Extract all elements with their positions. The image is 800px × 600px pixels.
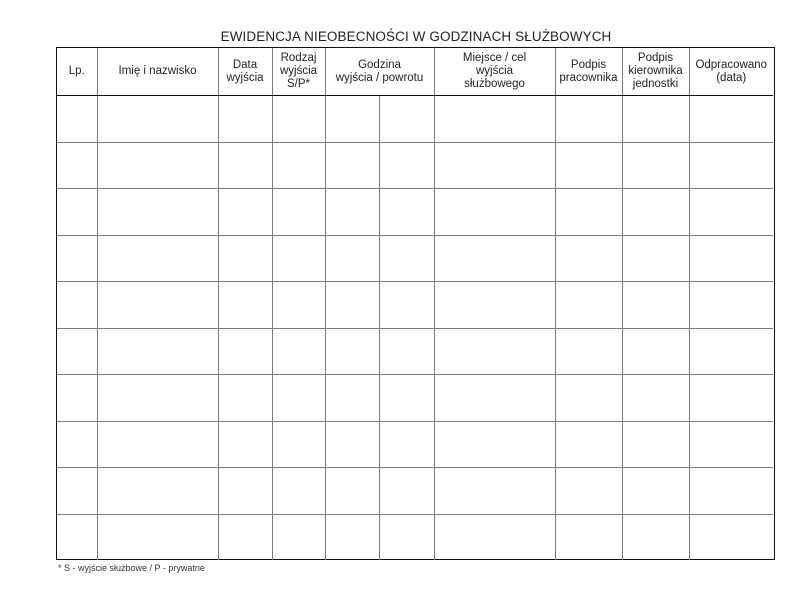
return-time-cell[interactable]: [379, 328, 434, 375]
exit-date-cell[interactable]: [218, 142, 272, 189]
exit-type-cell[interactable]: [272, 235, 325, 282]
manager-signature-cell[interactable]: [622, 421, 689, 468]
employee-signature-cell[interactable]: [555, 328, 622, 375]
manager-signature-cell[interactable]: [622, 142, 689, 189]
lp-cell[interactable]: [57, 235, 97, 282]
place-purpose-cell[interactable]: [434, 96, 555, 143]
return-time-cell[interactable]: [379, 189, 434, 236]
place-purpose-cell[interactable]: [434, 328, 555, 375]
header-name: Imię i nazwisko: [97, 48, 218, 96]
table-row: [57, 235, 773, 282]
lp-cell[interactable]: [57, 96, 97, 143]
lp-cell[interactable]: [57, 468, 97, 515]
place-purpose-cell[interactable]: [434, 235, 555, 282]
place-purpose-cell[interactable]: [434, 282, 555, 329]
header-exit-date: Data wyjścia: [218, 48, 272, 96]
employee-signature-cell[interactable]: [555, 282, 622, 329]
table-row: [57, 189, 773, 236]
worked-off-date-cell[interactable]: [689, 328, 773, 375]
exit-time-cell[interactable]: [325, 328, 379, 375]
name-cell[interactable]: [97, 189, 218, 236]
worked-off-date-cell[interactable]: [689, 189, 773, 236]
name-cell[interactable]: [97, 282, 218, 329]
return-time-cell[interactable]: [379, 282, 434, 329]
table-row: [57, 514, 773, 560]
exit-type-cell[interactable]: [272, 468, 325, 515]
exit-time-cell[interactable]: [325, 96, 379, 143]
header-lp: Lp.: [57, 48, 97, 96]
employee-signature-cell[interactable]: [555, 514, 622, 560]
return-time-cell[interactable]: [379, 421, 434, 468]
name-cell[interactable]: [97, 235, 218, 282]
exit-time-cell[interactable]: [325, 514, 379, 560]
table-header-row: [57, 48, 773, 96]
exit-type-cell[interactable]: [272, 189, 325, 236]
exit-type-cell[interactable]: [272, 142, 325, 189]
exit-time-cell[interactable]: [325, 142, 379, 189]
worked-off-date-cell[interactable]: [689, 421, 773, 468]
worked-off-date-cell[interactable]: [689, 142, 773, 189]
form-title: EWIDENCJA NIEOBECNOŚCI W GODZINACH SŁUŻBOWYCH: [220, 29, 612, 44]
worked-off-date-cell[interactable]: [689, 514, 773, 560]
manager-signature-cell[interactable]: [622, 328, 689, 375]
worked-off-date-cell[interactable]: [689, 96, 773, 143]
exit-date-cell[interactable]: [218, 282, 272, 329]
return-time-cell[interactable]: [379, 142, 434, 189]
name-cell[interactable]: [97, 96, 218, 143]
worked-off-date-cell[interactable]: [689, 235, 773, 282]
employee-signature-cell[interactable]: [555, 235, 622, 282]
manager-signature-cell[interactable]: [622, 468, 689, 515]
name-cell[interactable]: [97, 142, 218, 189]
lp-cell[interactable]: [57, 189, 97, 236]
exit-type-cell[interactable]: [272, 375, 325, 422]
worked-off-date-cell[interactable]: [689, 282, 773, 329]
employee-signature-cell[interactable]: [555, 375, 622, 422]
table-row: [57, 468, 773, 515]
exit-time-cell[interactable]: [325, 282, 379, 329]
employee-signature-cell[interactable]: [555, 189, 622, 236]
lp-cell[interactable]: [57, 421, 97, 468]
table-row: [57, 282, 773, 329]
lp-cell[interactable]: [57, 282, 97, 329]
worked-off-date-cell[interactable]: [689, 468, 773, 515]
name-cell[interactable]: [97, 468, 218, 515]
lp-cell[interactable]: [57, 328, 97, 375]
return-time-cell[interactable]: [379, 375, 434, 422]
place-purpose-cell[interactable]: [434, 421, 555, 468]
return-time-cell[interactable]: [379, 514, 434, 560]
exit-date-cell[interactable]: [218, 468, 272, 515]
header-manager-signature: Podpis kierownika jednostki: [622, 48, 689, 96]
place-purpose-cell[interactable]: [434, 514, 555, 560]
manager-signature-cell[interactable]: [622, 235, 689, 282]
header-exit-return-time: Godzina wyjścia / powrotu: [325, 48, 434, 96]
absence-table: [57, 48, 773, 560]
worked-off-date-cell[interactable]: [689, 375, 773, 422]
name-cell[interactable]: [97, 421, 218, 468]
manager-signature-cell[interactable]: [622, 514, 689, 560]
header-exit-type: Rodzaj wyjścia S/P*: [272, 48, 325, 96]
employee-signature-cell[interactable]: [555, 468, 622, 515]
header-employee-signature: Podpis pracownika: [555, 48, 622, 96]
table-body: [57, 96, 773, 561]
lp-cell[interactable]: [57, 514, 97, 560]
employee-signature-cell[interactable]: [555, 96, 622, 143]
lp-cell[interactable]: [57, 142, 97, 189]
place-purpose-cell[interactable]: [434, 375, 555, 422]
exit-date-cell[interactable]: [218, 375, 272, 422]
header-worked-off-date: Odpracowano (data): [689, 48, 773, 96]
name-cell[interactable]: [97, 328, 218, 375]
employee-signature-cell[interactable]: [555, 421, 622, 468]
place-purpose-cell[interactable]: [434, 142, 555, 189]
table-row: [57, 375, 773, 422]
manager-signature-cell[interactable]: [622, 96, 689, 143]
exit-date-cell[interactable]: [218, 421, 272, 468]
exit-time-cell[interactable]: [325, 468, 379, 515]
exit-time-cell[interactable]: [325, 235, 379, 282]
exit-type-cell[interactable]: [272, 328, 325, 375]
exit-time-cell[interactable]: [325, 375, 379, 422]
attendance-sheet: [56, 47, 775, 560]
exit-date-cell[interactable]: [218, 328, 272, 375]
name-cell[interactable]: [97, 514, 218, 560]
table-row: [57, 421, 773, 468]
manager-signature-cell[interactable]: [622, 189, 689, 236]
exit-date-cell[interactable]: [218, 189, 272, 236]
exit-type-cell[interactable]: [272, 421, 325, 468]
exit-time-cell[interactable]: [325, 189, 379, 236]
place-purpose-cell[interactable]: [434, 468, 555, 515]
table-row: [57, 328, 773, 375]
exit-date-cell[interactable]: [218, 514, 272, 560]
lp-cell[interactable]: [57, 375, 97, 422]
table-row: [57, 96, 773, 143]
exit-type-cell[interactable]: [272, 282, 325, 329]
place-purpose-cell[interactable]: [434, 189, 555, 236]
return-time-cell[interactable]: [379, 96, 434, 143]
exit-date-cell[interactable]: [218, 235, 272, 282]
header-place-purpose: Miejsce / cel wyjścia służbowego: [434, 48, 555, 96]
manager-signature-cell[interactable]: [622, 375, 689, 422]
employee-signature-cell[interactable]: [555, 142, 622, 189]
exit-date-cell[interactable]: [218, 96, 272, 143]
footnote: * S - wyjście służbowe / P - prywatne: [58, 563, 205, 573]
return-time-cell[interactable]: [379, 468, 434, 515]
return-time-cell[interactable]: [379, 235, 434, 282]
exit-time-cell[interactable]: [325, 421, 379, 468]
table-row: [57, 142, 773, 189]
manager-signature-cell[interactable]: [622, 282, 689, 329]
exit-type-cell[interactable]: [272, 96, 325, 143]
name-cell[interactable]: [97, 375, 218, 422]
exit-type-cell[interactable]: [272, 514, 325, 560]
